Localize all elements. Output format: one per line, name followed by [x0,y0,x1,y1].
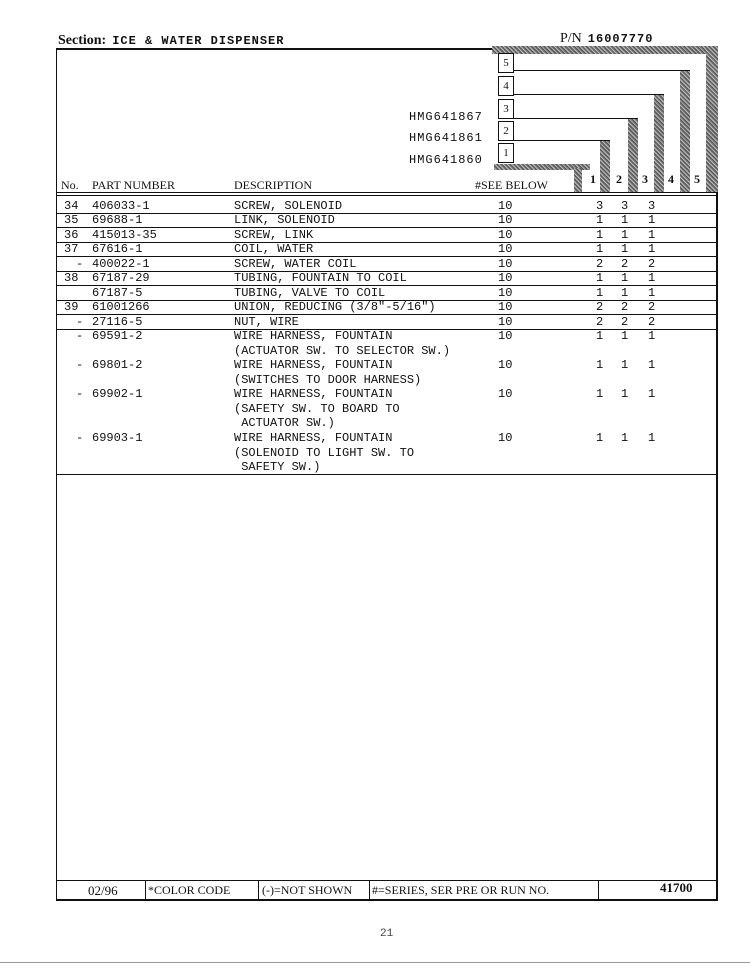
footer-color-code: *COLOR CODE [148,883,231,897]
row-part-number: 69591-2 [92,329,143,343]
box-number-5: 5 [498,53,514,73]
row-description: NUT, WIRE [234,315,299,329]
pn-value: 16007770 [587,32,654,46]
row-rule [56,242,718,243]
row-part-number: 67187-5 [92,286,143,300]
shade-col-3 [654,95,664,192]
row-description-line-2: (SAFETY SW. TO BOARD TO [234,401,400,416]
row-description: SCREW, LINK [234,228,314,242]
row-qty-2: 2 [621,315,629,329]
model-number: HMG641860 [409,153,483,167]
row-see-below: 10 [498,228,513,242]
row-rule [56,285,718,286]
row-description: COIL, WATER [234,242,314,256]
row-qty-1: 1 [596,286,604,300]
row-item-number: - [76,431,84,445]
row-see-below: 10 [498,257,513,271]
pn-label: P/N [560,31,582,46]
row-part-number: 415013-35 [92,228,157,242]
row-description: SCREW, SOLENOID [234,199,343,213]
page-bottom-edge [0,962,750,963]
col-header-qty-4: 4 [668,172,674,186]
row-qty-1: 1 [596,271,604,285]
row-description: WIRE HARNESS, FOUNTAIN [234,431,393,445]
row-see-below: 10 [498,431,513,445]
row-see-below: 10 [498,329,513,343]
row-item-number: - [76,329,84,343]
row-qty-2: 1 [621,431,629,445]
row-rule [56,314,718,315]
footer-not-shown: (-)=NOT SHOWN [262,883,353,897]
row-qty-1: 3 [596,199,604,213]
row-part-number: 406033-1 [92,199,150,213]
stair-line-5 [500,70,690,71]
shade-top [492,46,718,54]
footer-divider [258,880,259,900]
row-item-number: - [76,257,84,271]
footer-divider [145,880,146,900]
header-rule [56,192,718,193]
row-qty-3: 3 [648,199,656,213]
row-qty-2: 1 [621,242,629,256]
row-description-line-2: (SWITCHES TO DOOR HARNESS) [234,372,422,387]
row-rule [56,256,718,257]
row-part-number: 69688-1 [92,213,143,227]
section-label: Section: [58,33,107,48]
box-number-4: 4 [498,76,514,96]
stair-line-2 [500,140,610,141]
row-item-number: 36 [64,228,79,242]
box-number-1: 1 [498,143,514,163]
row-part-number: 61001266 [92,300,150,314]
footer-top-rule [56,880,718,881]
row-qty-2: 1 [621,213,629,227]
row-qty-3: 1 [648,213,656,227]
row-see-below: 10 [498,300,513,314]
footer-series: #=SERIES, SER PRE OR RUN NO. [372,883,550,897]
row-description: TUBING, FOUNTAIN TO COIL [234,271,407,285]
row-description: LINK, SOLENOID [234,213,335,227]
row-qty-2: 1 [621,358,629,372]
row-qty-3: 1 [648,228,656,242]
row-qty-3: 1 [648,286,656,300]
row-qty-1: 1 [596,213,604,227]
col-header-qty-2: 2 [616,172,622,186]
row-qty-3: 1 [648,329,656,343]
row-item-number: - [76,315,84,329]
row-description: WIRE HARNESS, FOUNTAIN [234,358,393,372]
shade-corner [574,168,582,192]
footer-divider [369,880,370,900]
row-item-number: 35 [64,213,79,227]
row-part-number: 69902-1 [92,387,143,401]
row-see-below: 10 [498,271,513,285]
row-qty-3: 1 [648,242,656,256]
row-see-below: 10 [498,199,513,213]
row-part-number: 69903-1 [92,431,143,445]
row-qty-1: 1 [596,228,604,242]
row-qty-1: 1 [596,358,604,372]
row-qty-2: 2 [621,300,629,314]
col-header-qty-1: 1 [590,172,596,186]
row-qty-3: 2 [648,300,656,314]
model-number: HMG641867 [409,110,483,124]
row-qty-1: 2 [596,300,604,314]
row-description: WIRE HARNESS, FOUNTAIN [234,387,393,401]
page-mark: 21 [380,928,394,940]
footer-date: 02/96 [88,883,118,898]
stair-line-4 [500,94,664,95]
row-description: SCREW, WATER COIL [234,257,357,271]
stair-line-3 [500,118,638,119]
row-qty-2: 3 [621,199,629,213]
row-qty-1: 1 [596,387,604,401]
row-qty-1: 2 [596,257,604,271]
shade-col-5 [706,46,718,192]
row-rule [56,213,718,214]
row-qty-1: 2 [596,315,604,329]
row-description: TUBING, VALVE TO COIL [234,286,386,300]
row-item-number: 38 [64,271,79,285]
header-rule-2 [56,195,718,196]
row-item-number: - [76,387,84,401]
row-part-number: 69801-2 [92,358,143,372]
section-heading [58,33,284,49]
row-qty-3: 2 [648,315,656,329]
footer-page-code: 41700 [660,880,693,895]
row-see-below: 10 [498,213,513,227]
col-header-no: No. [61,178,79,192]
row-item-number: 34 [64,199,79,213]
row-description-line-3: SAFETY SW.) [234,460,321,474]
row-qty-1: 1 [596,329,604,343]
col-header-part-number: PART NUMBER [92,178,175,192]
row-qty-2: 1 [621,329,629,343]
row-description: UNION, REDUCING (3/8"-5/16") [234,300,436,314]
row-description-line-2: (ACTUATOR SW. TO SELECTOR SW.) [234,343,451,358]
row-item-number: 39 [64,300,79,314]
row-qty-3: 1 [648,431,656,445]
row-qty-1: 1 [596,431,604,445]
row-part-number: 67616-1 [92,242,143,256]
row-see-below: 10 [498,387,513,401]
row-see-below: 10 [498,286,513,300]
shade-col-1 [600,140,610,192]
shade-col-2 [628,118,638,192]
row-part-number: 27116-5 [92,315,143,329]
row-qty-3: 1 [648,271,656,285]
col-header-see-below: #SEE BELOW [475,178,548,192]
row-see-below: 10 [498,242,513,256]
row-qty-2: 1 [621,271,629,285]
row-qty-3: 2 [648,257,656,271]
footer-divider [598,880,599,900]
row-description: WIRE HARNESS, FOUNTAIN [234,329,393,343]
table-end-rule [56,474,718,475]
col-header-description: DESCRIPTION [234,178,313,192]
row-qty-2: 1 [621,387,629,401]
shade-col-4 [680,70,690,192]
footer-bottom-rule [56,899,718,901]
section-value: ICE & WATER DISPENSER [112,34,285,48]
row-qty-2: 1 [621,228,629,242]
col-header-qty-5: 5 [694,172,700,186]
model-number: HMG641861 [409,131,483,145]
row-qty-3: 1 [648,358,656,372]
row-qty-2: 1 [621,286,629,300]
box-number-2: 2 [498,121,514,141]
row-see-below: 10 [498,358,513,372]
row-description-line-3: ACTUATOR SW.) [234,416,335,430]
row-part-number: 400022-1 [92,257,150,271]
row-qty-1: 1 [596,242,604,256]
row-item-number: 37 [64,242,79,256]
row-part-number: 67187-29 [92,271,150,285]
part-number-heading [560,31,653,47]
col-header-qty-3: 3 [642,172,648,186]
row-description-line-2: (SOLENOID TO LIGHT SW. TO [234,445,415,460]
row-see-below: 10 [498,315,513,329]
row-qty-3: 1 [648,387,656,401]
row-qty-2: 2 [621,257,629,271]
box-number-3: 3 [498,99,514,119]
row-item-number: - [76,358,84,372]
